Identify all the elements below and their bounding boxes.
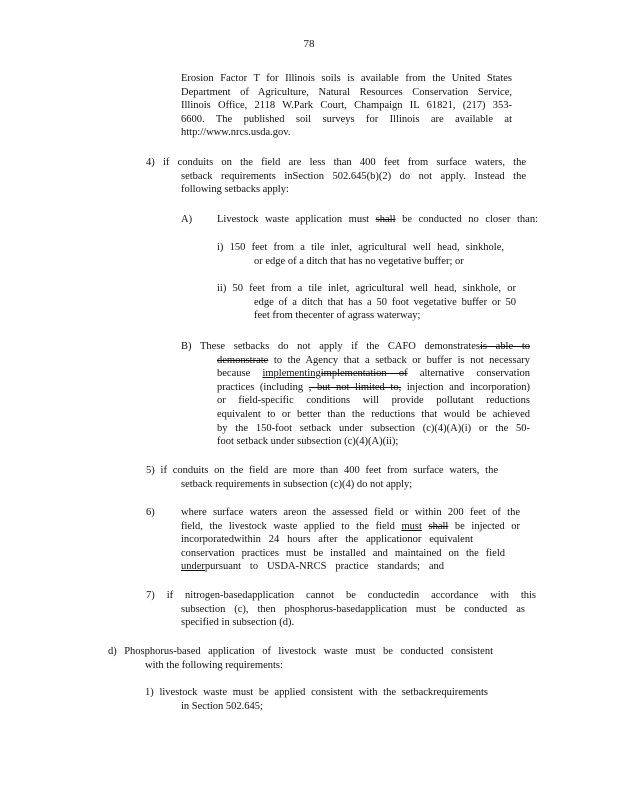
text-line: incorporatedwithin 24 hours after the applicationor equivalent bbox=[181, 534, 473, 546]
text-run: to the Agency that a setback or buffer is not necessary bbox=[268, 354, 530, 366]
text-run: be injected or bbox=[448, 520, 521, 532]
item-4-first-line bbox=[146, 156, 526, 170]
item-a-i-paragraph bbox=[254, 255, 504, 269]
text-line: 5) if conduits on the field are more than 400 feet from surface waters, the bbox=[146, 465, 498, 476]
deleted-text: , but not limited to, bbox=[308, 381, 402, 393]
text-line: with the following requirements: bbox=[145, 659, 283, 671]
text-line: 1) livestock waste must be applied consistent with the setbackrequirements bbox=[145, 687, 488, 698]
item-6-paragraph bbox=[181, 506, 520, 574]
item-7-first-line bbox=[146, 589, 536, 603]
deleted-text: is able to bbox=[479, 341, 530, 352]
item-a-label: A) bbox=[181, 214, 193, 225]
text-line: by the 150-foot setback under subsection (c)(4)(A)(i) or the 50- bbox=[217, 422, 530, 434]
text-line: edge of a ditch that has a 50 foot vegetative buffer or 50 bbox=[254, 296, 516, 308]
text-line: 6600. The published soil surveys for Illinois are available at bbox=[181, 113, 512, 125]
text-line: foot setback under subsection (c)(4)(A)(ii); bbox=[217, 436, 399, 448]
text-line: 4) if conduits on the field are less than 400 feet from surface waters, the bbox=[146, 157, 526, 168]
erosion-paragraph bbox=[181, 72, 512, 140]
item-d-first-line bbox=[108, 645, 493, 659]
text-run: pursuant to USDA-NRCS practice standards; and bbox=[204, 561, 444, 573]
text-line: setback requirements inSection 502.645(b)(2) do not apply. Instead the bbox=[181, 170, 526, 182]
text-line: conservation practices must be installed and maintained on the field bbox=[181, 547, 505, 559]
item-a-ii-paragraph bbox=[254, 296, 516, 323]
text-line bbox=[181, 340, 530, 354]
text-line: 7) if nitrogen-basedapplication cannot be conductedin accordance with this bbox=[146, 590, 536, 601]
text-line: subsection (c), then phosphorus-basedapplication must be conducted as bbox=[181, 603, 525, 615]
deleted-text: shall bbox=[375, 214, 396, 225]
text-line: Erosion Factor T for Illinois soils is available from the United States bbox=[181, 73, 512, 84]
item-b-first-line bbox=[181, 340, 530, 354]
text-run: Livestock waste application must bbox=[217, 214, 376, 225]
item-a-i-first-line bbox=[217, 241, 504, 255]
text-line: or edge of a ditch that has no vegetative buffer; or bbox=[254, 255, 464, 267]
item-d-1-paragraph bbox=[181, 700, 488, 714]
inserted-text: implementing bbox=[262, 368, 321, 380]
text-run: injection and incorporation) bbox=[401, 381, 531, 393]
item-6-label: 6) bbox=[146, 507, 155, 518]
text-run: practices (including bbox=[217, 381, 309, 393]
text-line: d) Phosphorus-based application of livestock waste must be conducted consistent bbox=[108, 646, 493, 657]
text-run: field, the livestock waste applied to the field bbox=[181, 520, 402, 532]
item-a-text bbox=[217, 213, 538, 227]
text-line: Department of Agriculture, Natural Resources Conservation Service, bbox=[181, 86, 512, 98]
item-5-first-line bbox=[146, 464, 498, 478]
deleted-text: implementation of bbox=[320, 368, 408, 380]
text-line: in Section 502.645; bbox=[181, 700, 263, 712]
text-line: Illinois Office, 2118 W.Park Court, Champaign IL 61821, (217) 353- bbox=[181, 100, 512, 112]
item-7-paragraph bbox=[181, 603, 525, 630]
deleted-text: shall bbox=[428, 520, 449, 532]
inserted-text: under bbox=[181, 561, 205, 573]
item-d-1-first-line bbox=[145, 686, 488, 700]
item-a-ii-first-line bbox=[217, 282, 516, 296]
text-run: B) These setbacks do not apply if the CAFO demonstrates bbox=[181, 341, 480, 352]
text-run: alternative conservation bbox=[407, 368, 530, 380]
item-b-paragraph bbox=[217, 354, 530, 449]
text-line bbox=[181, 520, 520, 534]
text-run: because bbox=[217, 368, 263, 380]
text-line bbox=[181, 560, 444, 574]
text-line: feet from thecenter of agrass waterway; bbox=[254, 310, 421, 322]
text-line: following setbacks apply: bbox=[181, 184, 289, 196]
inserted-text: must bbox=[401, 520, 422, 532]
text-line: equivalent to or better than the reductions that would be achieved bbox=[217, 408, 530, 420]
page-number: 78 bbox=[303, 38, 315, 50]
text-line bbox=[217, 354, 530, 368]
text-line: specified in subsection (d). bbox=[181, 617, 295, 629]
text-line bbox=[217, 367, 530, 381]
text-line: ii) 50 feet from a tile inlet, agricultural well head, sinkhole, or bbox=[217, 283, 516, 294]
text-line: or field-specific conditions will provide pollutant reductions bbox=[217, 395, 530, 407]
text-line: setback requirements in subsection (c)(4) do not apply; bbox=[181, 478, 413, 490]
text-line: where surface waters areon the assessed field or within 200 feet of the bbox=[181, 507, 520, 518]
item-d-paragraph bbox=[145, 659, 493, 673]
item-4-paragraph bbox=[181, 170, 526, 197]
item-5-paragraph bbox=[181, 478, 498, 492]
text-line: http://www.nrcs.usda.gov. bbox=[181, 127, 291, 139]
text-line bbox=[217, 213, 538, 227]
text-run: be conducted no closer than: bbox=[395, 214, 538, 225]
text-line bbox=[217, 381, 530, 395]
text-line: i) 150 feet from a tile inlet, agricultural well head, sinkhole, bbox=[217, 242, 504, 253]
deleted-text: demonstrate bbox=[217, 354, 269, 366]
